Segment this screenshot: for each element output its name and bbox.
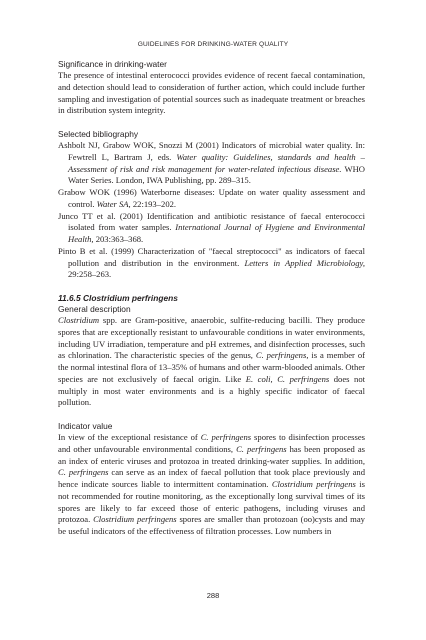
reference-item: Ashbolt NJ, Grabow WOK, Snozzi M (2001) Indicators of microbial water quality. In: Fewtrell L, Bartram J, eds. Water quality: Guidelines, standards and health – Assessment of risk and risk management for water-related infectious disease. WHO Water Series. London, IWA Publishing, pp. 289–315. [58, 140, 365, 186]
reference-item: Junco TT et al. (2001) Identification and antibiotic resistance of faecal enterococci isolated from water samples. International Journal of Hygiene and Environmental Health, 203:363–368. [58, 210, 365, 244]
general-description-heading: General description [58, 304, 131, 314]
significance-heading: Significance in drinking-water [58, 59, 167, 69]
section-title: 11.6.5 Clostridium perfringens [58, 293, 178, 303]
significance-paragraph: The presence of intestinal enterococci provides evidence of recent faecal contamination, and detection should lead to consideration of further action, which could include further sampling and investigation of potential sources such as inadequate treatment or breaches in distribution system integrity. [58, 70, 365, 116]
general-description-paragraph: Clostridium spp. are Gram-positive, anaerobic, sulfite-reducing bacilli. They produce spores that are exceptionally resistant to unfavourable conditions in water environments, including UV irradiation, temperature and pH extremes, and disinfection processes, such as chlorination. The characteristic species of the genus, C. perfringens, is a member of the normal intestinal flora of 13–35% of humans and other warm-blooded animals. Other species are not exclusively of faecal origin. Like E. coli, C. perfringens does not multiply in most water environments and is a highly specific indicator of faecal pollution. [58, 315, 366, 408]
page-body [58, 59, 365, 538]
reference-item: Pinto B et al. (1999) Characterization of "faecal streptococci" as indicators of faecal pollution and distribution in the environment. Letters in Applied Microbiology, 29:258–263. [58, 245, 365, 280]
page-number: 288 [206, 591, 220, 600]
bibliography-heading: Selected bibliography [58, 129, 139, 139]
bibliography-list [58, 140, 365, 281]
reference-item: Grabow WOK (1996) Waterborne diseases: Update on water quality assessment and control. Water SA, 22:193–202. [58, 187, 365, 209]
indicator-value-heading: Indicator value [58, 421, 113, 431]
indicator-value-paragraph: In view of the exceptional resistance of C. perfringens spores to disinfection processes and other unfavourable environmental conditions, C. perfringens has been proposed as an index of enteric viruses and protozoa in treated drinking-water supplies. In addition, C. perfringens can serve as an index of faecal pollution that took place previously and hence indicate sources liable to intermittent contamination. Clostridium perfringens is not recommended for routine monitoring, as the exceptionally long survival times of its spores are likely to far exceed those of enteric pathogens, including viruses and protozoa. Clostridium perfringens spores are smaller than protozoan (oo)cysts and may be useful indicators of the effectiveness of filtration processes. Low numbers in [58, 432, 366, 536]
running-header: GUIDELINES FOR DRINKING-WATER QUALITY [137, 41, 289, 48]
